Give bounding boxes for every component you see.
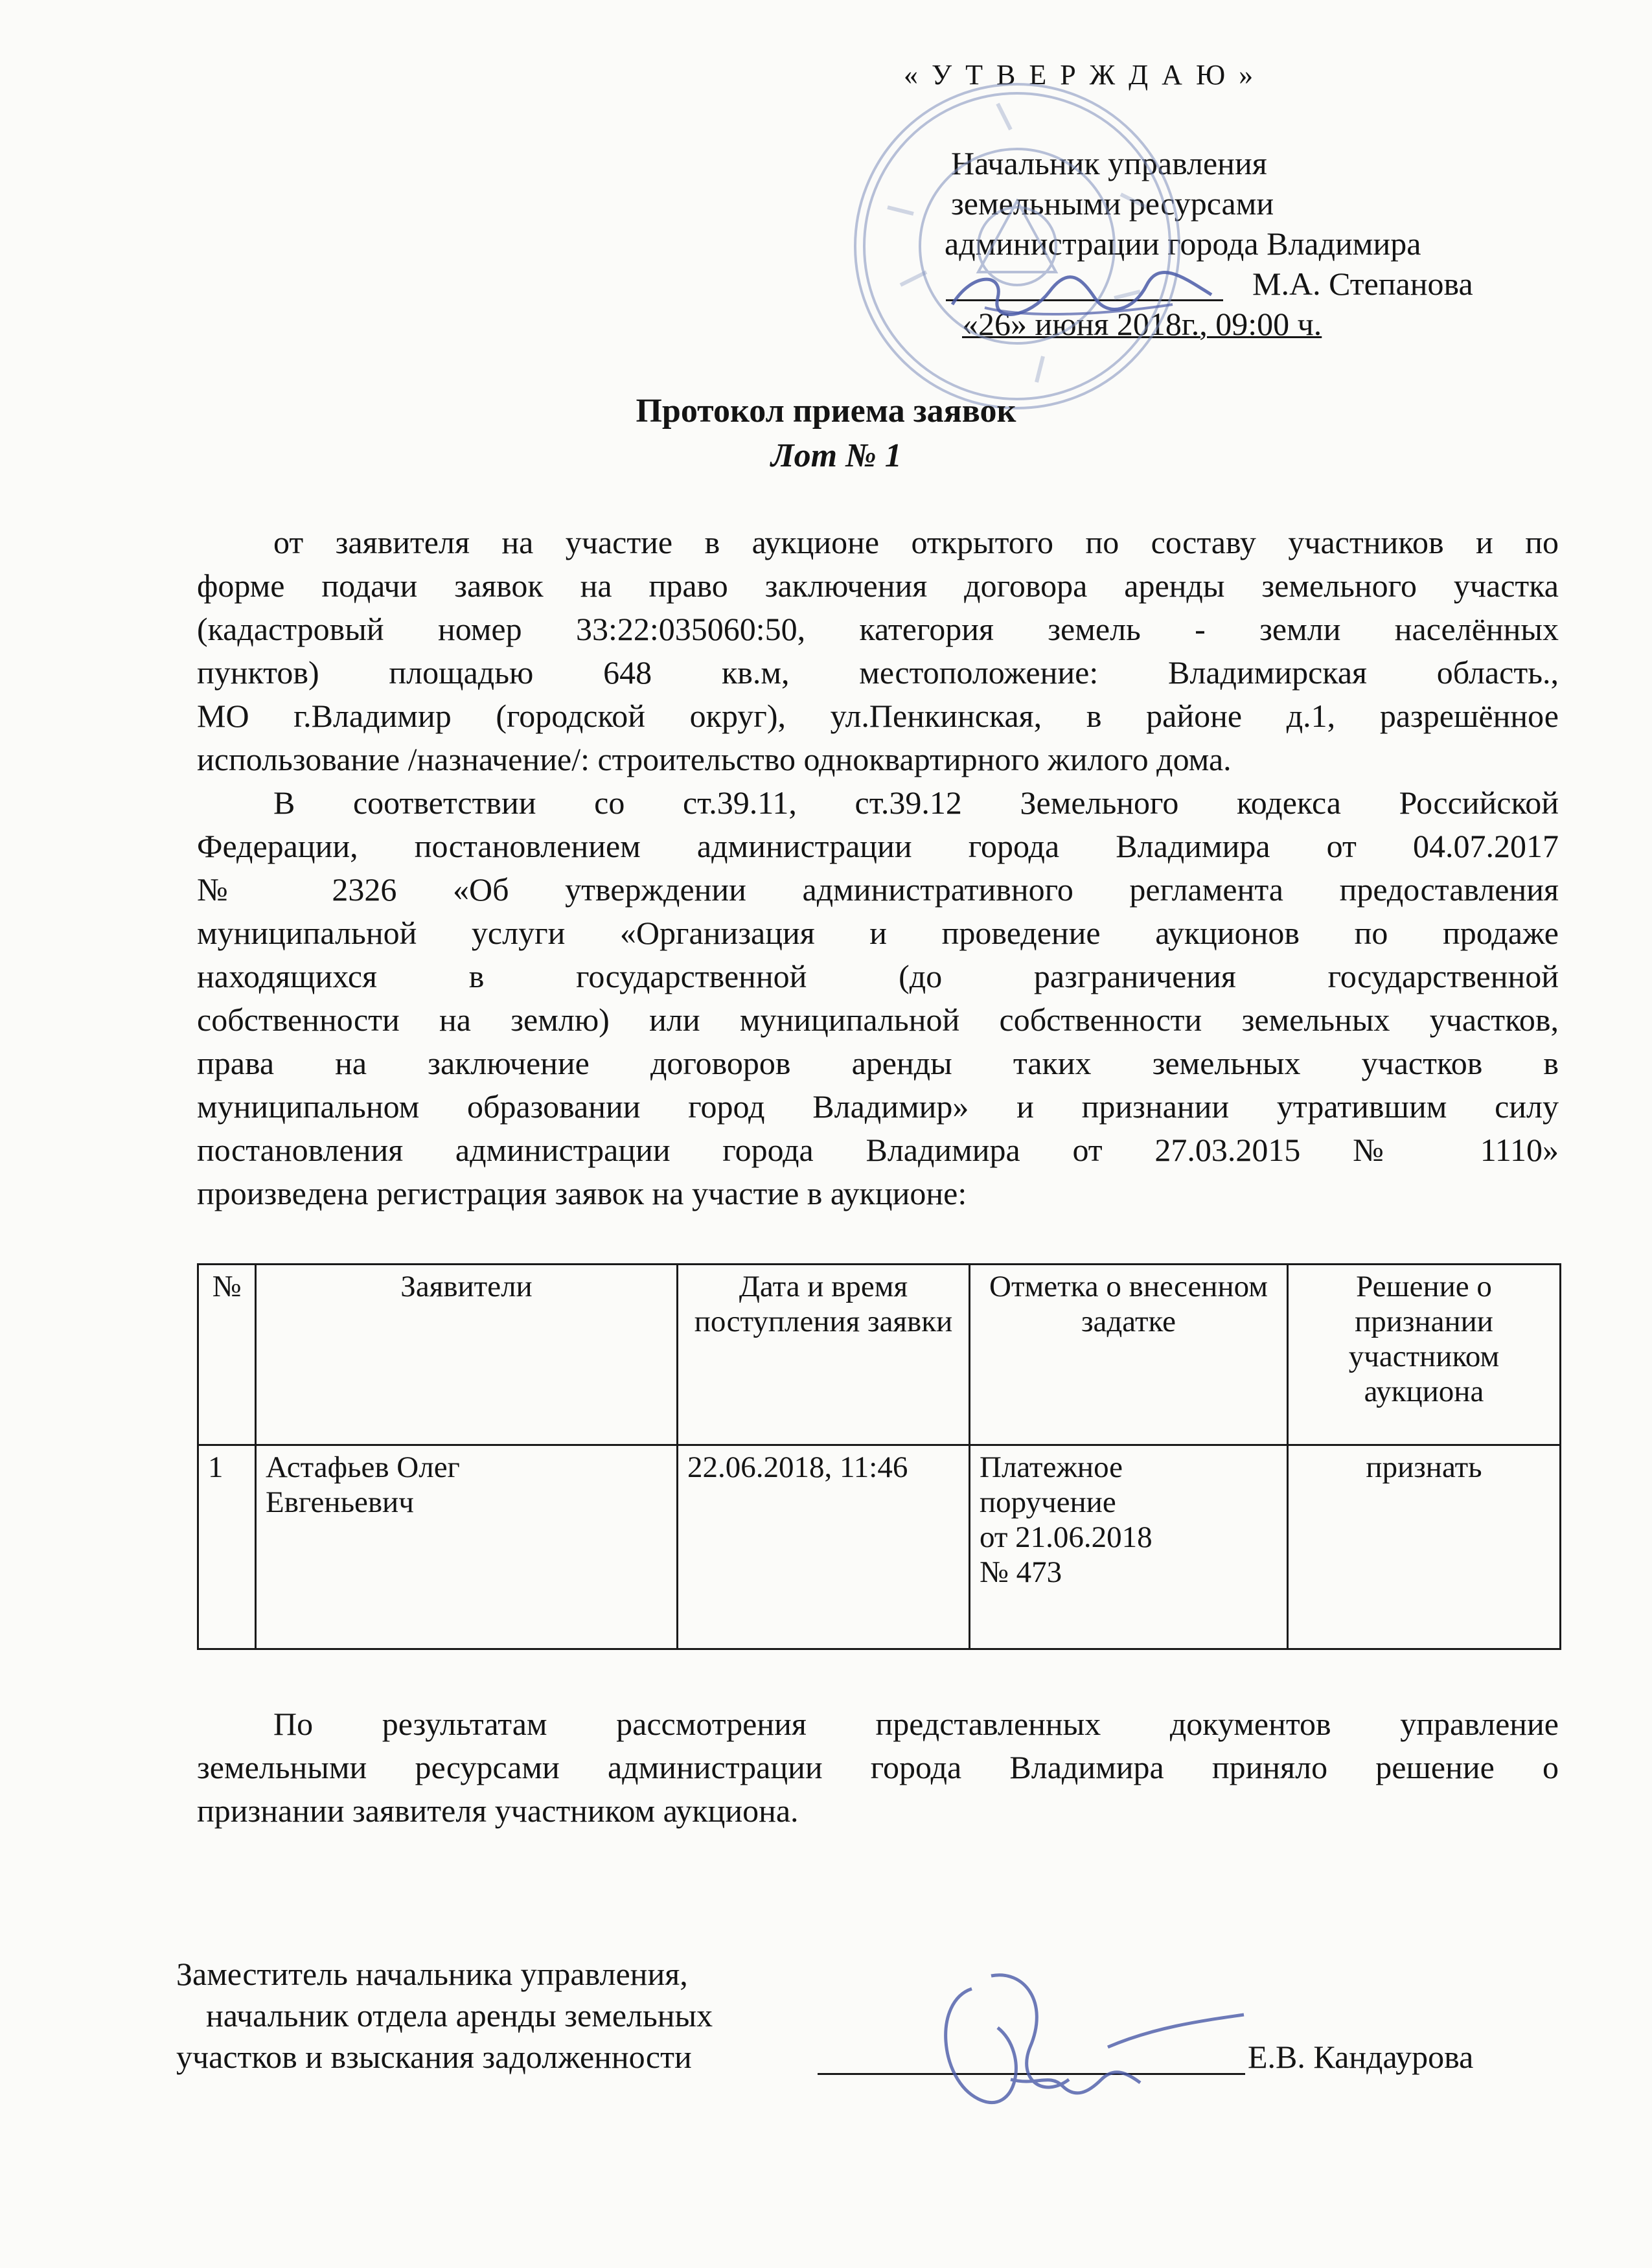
row-number: 1 — [198, 1445, 256, 1649]
applicant-name-line-2: Евгеньевич — [266, 1485, 414, 1519]
result-line-1: По результатам рассмотрения представленных документов управление — [273, 1706, 1559, 1742]
header-decision: Решение о признании участником аукциона — [1288, 1265, 1561, 1445]
approval-date: «26» июня 2018г., 09:00 ч. — [962, 306, 1322, 342]
received-datetime: 22.06.2018, 11:46 — [678, 1445, 970, 1649]
applicant-name — [256, 1445, 678, 1649]
intro-line-5: МО г.Владимир (городской округ), ул.Пенкинская, в районе д.1, разрешённое — [197, 698, 1559, 734]
applicants-table — [197, 1263, 1561, 1650]
intro-line-4: пунктов) площадью 648 кв.м, местоположение: Владимирская область., — [197, 654, 1559, 691]
approval-position-line-2: земельными ресурсами — [951, 185, 1274, 222]
deposit-note — [970, 1445, 1288, 1649]
applicant-name-line-1: Астафьев Олег — [266, 1450, 460, 1484]
header-applicants: Заявители — [256, 1265, 678, 1445]
basis-line-4: муниципальной услуги «Организация и проведение аукционов по продаже — [197, 915, 1559, 951]
decision-value: признать — [1288, 1445, 1561, 1649]
lot-number: Лот № 1 — [771, 437, 902, 474]
approver-name: М.А. Степанова — [1252, 266, 1473, 302]
approval-position-line-1: Начальник управления — [951, 145, 1267, 181]
header-received: Дата и время поступления заявки — [678, 1265, 970, 1445]
signatory-line-1: Заместитель начальника управления, — [176, 1956, 688, 1992]
signatory-name: Е.В. Кандаурова — [1248, 2039, 1474, 2075]
protocol-title: Протокол приема заявок — [636, 393, 1016, 430]
result-line-3: признании заявителя участником аукциона. — [197, 1793, 799, 1829]
table-row — [198, 1445, 1561, 1649]
basis-line-10: произведена регистрация заявок на участие в аукционе: — [197, 1175, 967, 1211]
basis-line-1: В соответствии со ст.39.11, ст.39.12 Земельного кодекса Российской — [273, 785, 1559, 821]
approval-heading: « У Т В Е Р Ж Д А Ю » — [904, 59, 1257, 91]
result-line-2: земельными ресурсами администрации города Владимира приняло решение о — [197, 1749, 1559, 1785]
basis-line-7: права на заключение договоров аренды таких земельных участков в — [197, 1045, 1559, 1081]
deputy-signature-icon — [894, 1950, 1257, 2144]
deposit-line-1: Платежное — [980, 1450, 1123, 1484]
intro-line-2: форме подачи заявок на право заключения договора аренды земельного участка — [197, 567, 1559, 604]
deposit-line-3: от 21.06.2018 — [980, 1520, 1153, 1554]
deposit-line-2: поручение — [980, 1485, 1116, 1519]
basis-line-3: № 2326 «Об утверждении административного регламента предоставления — [197, 871, 1559, 908]
approval-position-line-3: администрации города Владимира — [945, 225, 1421, 262]
head-signature-icon — [926, 259, 1237, 330]
basis-line-5: находящихся в государственной (до разграничения государственной — [197, 958, 1559, 994]
table-header-row — [198, 1265, 1561, 1445]
basis-line-9: постановления администрации города Владимира от 27.03.2015 № 1110» — [197, 1132, 1559, 1168]
header-deposit: Отметка о внесенном задатке — [970, 1265, 1288, 1445]
basis-line-8: муниципальном образовании город Владимир» и признании утратившим силу — [197, 1088, 1559, 1125]
basis-line-6: собственности на землю) или муниципальной собственности земельных участков, — [197, 1002, 1559, 1038]
basis-line-2: Федерации, постановлением администрации города Владимира от 04.07.2017 — [197, 828, 1559, 864]
header-number: № — [198, 1265, 256, 1445]
signatory-line-2: начальник отдела аренды земельных — [206, 1997, 713, 2033]
official-stamp-icon — [849, 78, 1186, 415]
signatory-line-3: участков и взыскания задолженности — [176, 2039, 692, 2075]
intro-line-6: использование /назначение/: строительство одноквартирного жилого дома. — [197, 741, 1232, 777]
deposit-line-4: № 473 — [980, 1555, 1062, 1589]
intro-line-3: (кадастровый номер 33:22:035060:50, категория земель - земли населённых — [197, 611, 1559, 647]
intro-line-1: от заявителя на участие в аукционе открытого по составу участников и по — [273, 524, 1559, 560]
